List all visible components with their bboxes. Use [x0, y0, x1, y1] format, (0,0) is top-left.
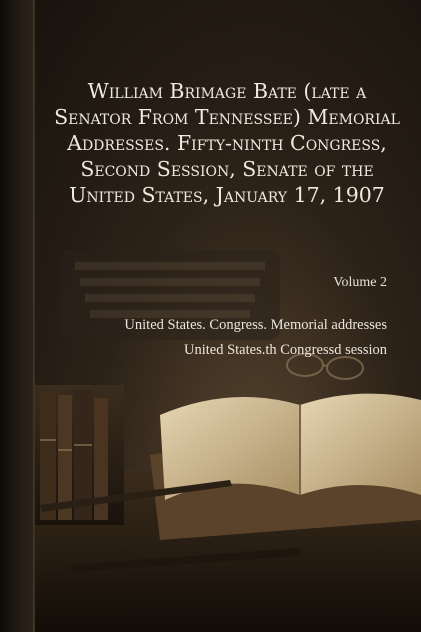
open-book-image [150, 394, 421, 540]
spine-edge [33, 0, 35, 632]
author-line-2: United States.th Congressd session [184, 342, 387, 358]
volume-label: Volume 2 [333, 275, 387, 290]
book-title: William Brimage Bate (late a Senator From Tennessee) Memorial Addresses. Fifty-ninth Congress, Second Session, Senate of the United States, January 17, 1907 [54, 79, 400, 207]
book-spine [0, 0, 34, 632]
author-line-1: United States. Congress. Memorial addresses [124, 317, 387, 333]
